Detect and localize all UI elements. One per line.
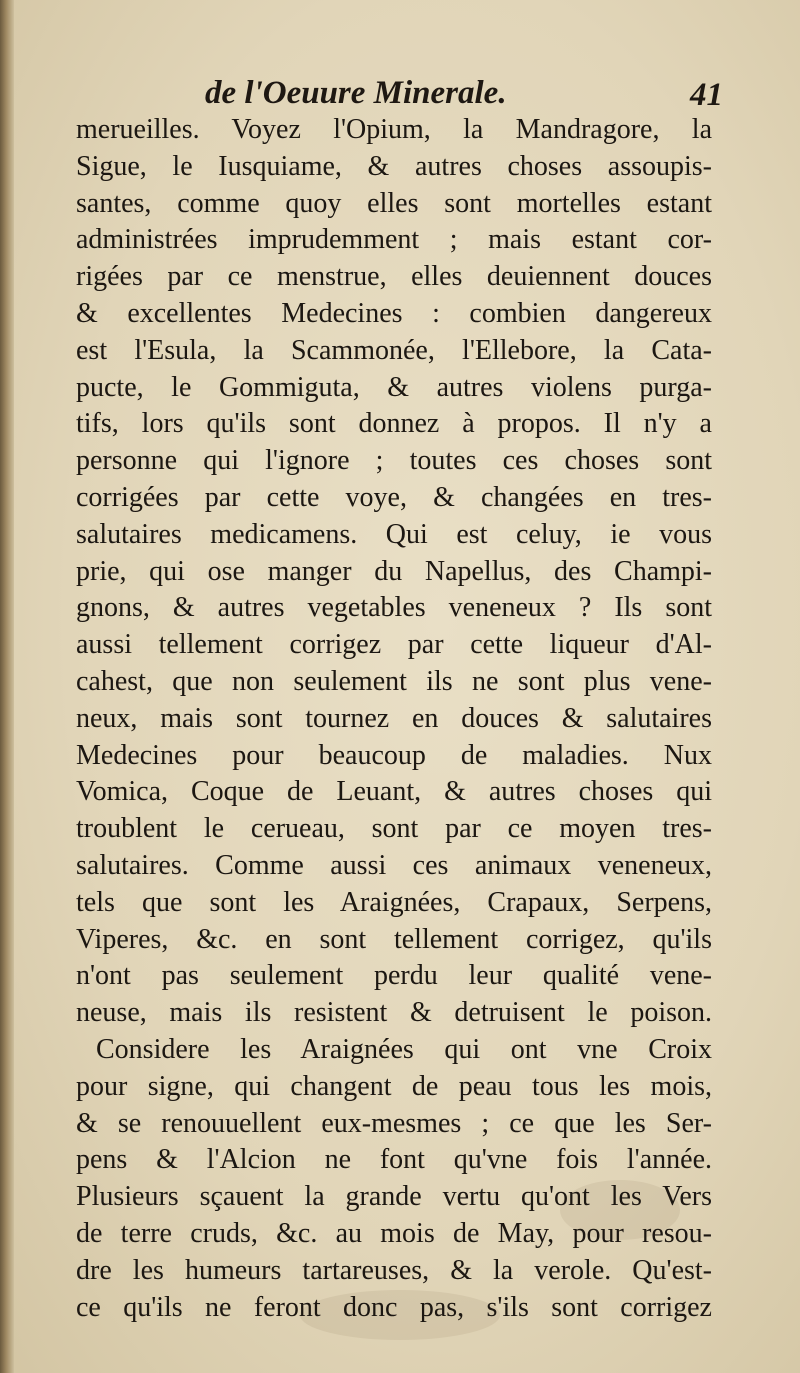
text-line: Sigue, le Iusquiame, & autres choses assoupis- — [76, 150, 712, 182]
text-line: tifs, lors qu'ils sont donnez à propos. Il n'y a — [76, 408, 712, 440]
paragraph-first-line: Considere les Araignées qui ont vne Croix — [96, 1033, 712, 1065]
text-line: Viperes, &c. en sont tellement corrigez, qu'ils — [76, 923, 712, 955]
text-line: prie, qui ose manger du Napellus, des Champi- — [76, 555, 712, 587]
text-line: ce qu'ils ne feront donc pas, s'ils sont corrigez — [76, 1291, 712, 1323]
text-line: personne qui l'ignore ; toutes ces choses sont — [76, 445, 712, 477]
text-line: pour signe, qui changent de peau tous les mois, — [76, 1070, 712, 1102]
text-line: troublent le cerueau, sont par ce moyen tres- — [76, 813, 712, 845]
text-line: neux, mais sont tournez en douces & salutaires — [76, 702, 712, 734]
binding-gutter — [0, 0, 14, 1373]
text-line: tels que sont les Araignées, Crapaux, Serpens, — [76, 886, 712, 918]
text-line: de terre cruds, &c. au mois de May, pour resou- — [76, 1217, 712, 1249]
text-line: administrées imprudemment ; mais estant cor- — [76, 224, 712, 256]
text-line: salutaires medicamens. Qui est celuy, ie vous — [76, 518, 712, 550]
text-line: salutaires. Comme aussi ces animaux veneneux, — [76, 849, 712, 881]
text-line: pens & l'Alcion ne font qu'vne fois l'année. — [76, 1144, 712, 1176]
text-line: Medecines pour beaucoup de maladies. Nux — [76, 739, 712, 771]
text-line: pucte, le Gommiguta, & autres violens purga- — [76, 371, 712, 403]
text-line: santes, comme quoy elles sont mortelles estant — [76, 187, 712, 219]
body-text — [76, 112, 712, 1326]
text-line: aussi tellement corrigez par cette liqueur d'Al- — [76, 629, 712, 661]
page-number: 41 — [690, 77, 723, 113]
text-line: merueilles. Voyez l'Opium, la Mandragore, la — [76, 114, 712, 145]
text-line: neuse, mais ils resistent & detruisent le poison. — [76, 997, 712, 1029]
text-line: n'ont pas seulement perdu leur qualité vene- — [76, 960, 712, 992]
text-line: & se renouuellent eux-mesmes ; ce que les Ser- — [76, 1107, 712, 1139]
text-line: gnons, & autres vegetables veneneux ? Ils sont — [76, 592, 712, 624]
text-line: dre les humeurs tartareuses, & la verole. Qu'est- — [76, 1254, 712, 1286]
running-head-title: de l'Oeuure Minerale. — [205, 75, 507, 111]
text-line: cahest, que non seulement ils ne sont plus vene- — [76, 665, 712, 697]
text-line: Vomica, Coque de Leuant, & autres choses qui — [76, 776, 712, 808]
text-line: corrigées par cette voye, & changées en tres- — [76, 481, 712, 513]
text-line: est l'Esula, la Scammonée, l'Ellebore, la Cata- — [76, 334, 712, 366]
text-line: rigées par ce menstrue, elles deuiennent douces — [76, 261, 712, 293]
text-line: & excellentes Medecines : combien dangereux — [76, 297, 712, 329]
text-line: Plusieurs sçauent la grande vertu qu'ont les Vers — [76, 1181, 712, 1213]
